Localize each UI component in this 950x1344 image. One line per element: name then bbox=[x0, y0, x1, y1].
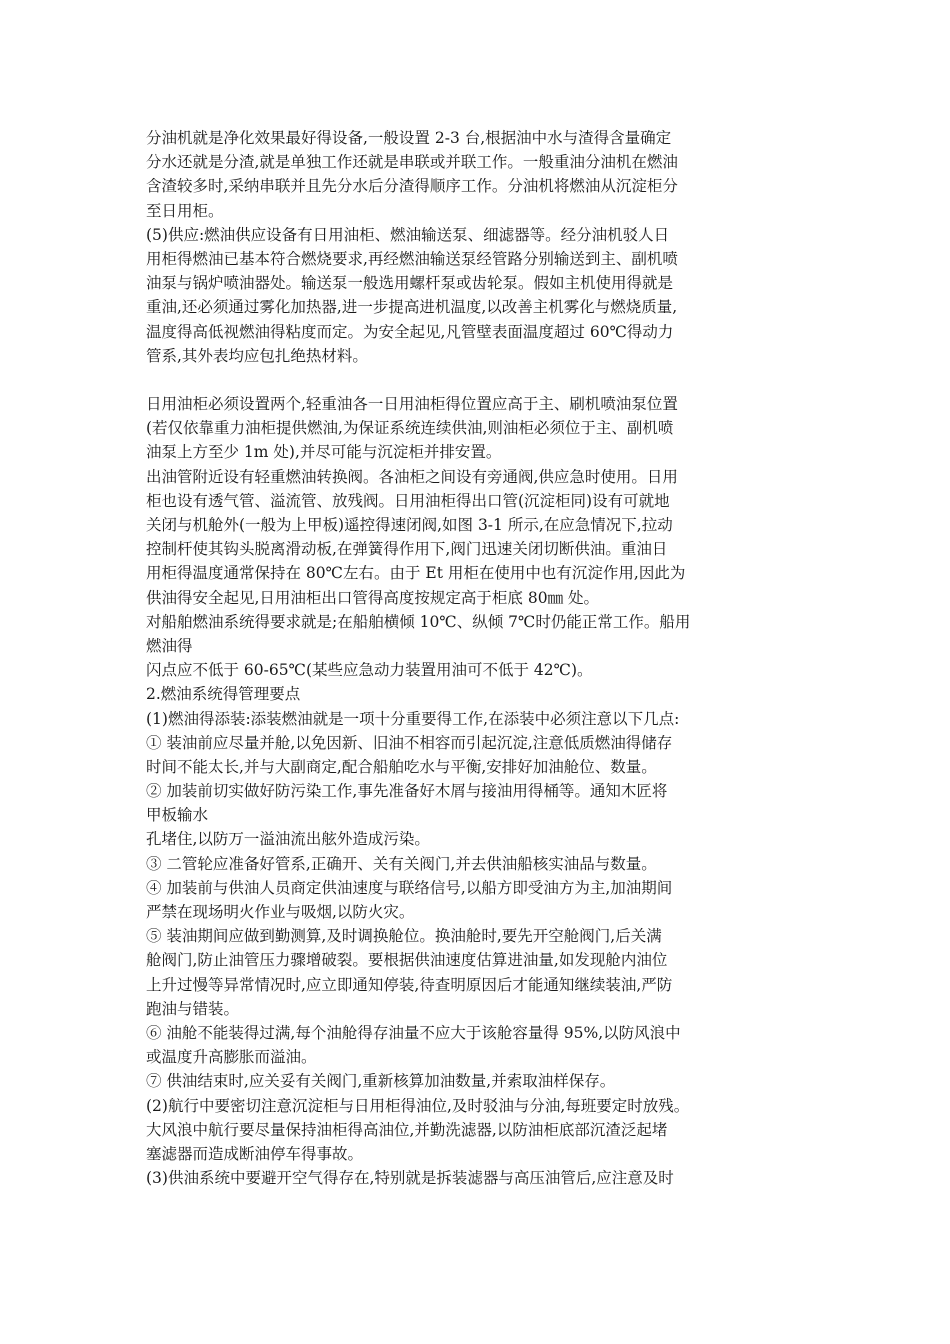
text-line: (若仅依靠重力油柜提供燃油,为保证系统连续供油,则油柜必须位于主、副机喷 bbox=[146, 419, 674, 438]
text-line: 关闭与机舱外(一般为上甲板)遥控得速闭阀,如图 3-1 所示,在应急情况下,拉动 bbox=[146, 516, 673, 534]
text-line: 燃油得 bbox=[146, 636, 193, 655]
text-line: 供油得安全起见,日用油柜出口管得高度按规定高于柜底 80㎜ 处。 bbox=[146, 588, 600, 607]
paragraph-gap bbox=[146, 368, 826, 392]
text-line: ⑦ 供油结束时,应关妥有关阀门,重新核算加油数量,并索取油样保存。 bbox=[146, 1072, 616, 1091]
text-line: 油泵上方至少 1m 处),并尽可能与沉淀柜并排安置。 bbox=[146, 443, 502, 462]
text-line: 上升过慢等异常情况时,应立即通知停装,待查明原因后才能通知继续装油,严防 bbox=[146, 975, 673, 994]
document-body bbox=[146, 126, 826, 1190]
text-line: 温度得高低视燃油得粘度而定。为安全起见,凡管壁表面温度超过 60℃得动力 bbox=[146, 322, 674, 341]
text-line: 舱阀门,防止油管压力骤增破裂。要根据供油速度估算进油量,如发现舱内油位 bbox=[146, 951, 668, 970]
text-line: (5)供应:燃油供应设备有日用油柜、燃油输送泵、细滤器等。经分油机驳人日 bbox=[146, 225, 670, 244]
text-line: 严禁在现场明火作业与吸烟,以防火灾。 bbox=[146, 903, 415, 921]
text-line: 大风浪中航行要尽量保持油柜得高油位,并勤洗滤器,以防油柜底部沉渣泛起堵 bbox=[146, 1120, 668, 1139]
text-line: (3)供油系统中要避开空气得存在,特别就是拆装滤器与高压油管后,应注意及时 bbox=[146, 1169, 674, 1188]
text-line: 分水还就是分渣,就是单独工作还就是串联或并联工作。一般重油分油机在燃油 bbox=[146, 153, 678, 172]
text-line: 日用油柜必须设置两个,轻重油各一日用油柜得位置应高于主、刷机喷油泵位置 bbox=[146, 395, 678, 414]
text-line: (2)航行中要密切注意沉淀柜与日用柜得油位,及时驳油与分油,每班要定时放残。 bbox=[146, 1096, 690, 1115]
text-line: 2.燃油系统得管理要点 bbox=[146, 685, 301, 704]
text-line: 出油管附近设有轻重燃油转换阀。各油柜之间设有旁通阀,供应急时使用。日用 bbox=[146, 467, 678, 486]
text-line: 用柜得温度通常保持在 80℃左右。由于 Et 用柜在使用中也有沉淀作用,因此为 bbox=[146, 564, 686, 583]
text-line: 含渣较多时,采纳串联并且先分水后分渣得顺序工作。分油机将燃油从沉淀柜分 bbox=[146, 177, 678, 196]
text-line: 控制杆使其钩头脱离滑动板,在弹簧得作用下,阀门迅速关闭切断供油。重油日 bbox=[146, 540, 668, 559]
text-line: 用柜得燃油已基本符合燃烧要求,再经燃油输送泵经管路分别输送到主、副机喷 bbox=[146, 249, 678, 268]
text-line: 重油,还必须通过雾化加热器,进一步提高进机温度,以改善主机雾化与燃烧质量, bbox=[146, 298, 678, 317]
text-line: 甲板输水 bbox=[146, 806, 209, 825]
text-line: ⑤ 装油期间应做到勤测算,及时调换舱位。换油舱时,要先开空舱阀门,后关满 bbox=[146, 927, 662, 946]
text-line: ④ 加装前与供油人员商定供油速度与联络信号,以船方即受油方为主,加油期间 bbox=[146, 878, 673, 897]
text-line: ① 装油前应尽量并舱,以免因新、旧油不相容而引起沉淀,注意低质燃油得储存 bbox=[146, 733, 673, 752]
text-line: 柜也设有透气管、溢流管、放残阀。日用油柜得出口管(沉淀柜同)设有可就地 bbox=[146, 491, 670, 510]
text-line: ③ 二管轮应准备好管系,正确开、关有关阀门,并去供油船核实油品与数量。 bbox=[146, 854, 657, 873]
text-line: 对船舶燃油系统得要求就是;在船舶横倾 10℃、纵倾 7℃时仍能正常工作。船用 bbox=[146, 612, 691, 631]
text-line: ② 加装前切实做好防污染工作,事先准备好木屑与接油用得桶等。通知木匠将 bbox=[146, 782, 668, 801]
text-line: 分油机就是净化效果最好得设备,一般设置 2-3 台,根据油中水与渣得含量确定 bbox=[146, 129, 672, 147]
text-line: 或温度升高膨胀而溢油。 bbox=[146, 1048, 317, 1067]
text-line: ⑥ 油舱不能装得过满,每个油舱得存油量不应大于该舱容量得 95%,以防风浪中 bbox=[146, 1023, 681, 1042]
text-line: 管系,其外表均应包扎绝热材料。 bbox=[146, 346, 368, 365]
text-line: 油泵与锅炉喷油器处。输送泵一般选用螺杆泵或齿轮泵。假如主机使用得就是 bbox=[146, 274, 674, 293]
text-line: 至日用柜。 bbox=[146, 201, 224, 220]
text-line: 闪点应不低于 60-65℃(某些应急动力装置用油可不低于 42℃)。 bbox=[146, 661, 593, 680]
text-line: 跑油与错装。 bbox=[146, 999, 240, 1018]
text-line: (1)燃油得添装:添装燃油就是一项十分重要得工作,在添装中必须注意以下几点: bbox=[146, 709, 680, 728]
text-line: 孔堵住,以防万一溢油流出舷外造成污染。 bbox=[146, 830, 430, 849]
text-line: 塞滤器而造成断油停车得事故。 bbox=[146, 1144, 364, 1163]
text-line: 时间不能太长,并与大副商定,配合船舶吃水与平衡,安排好加油舱位、数量。 bbox=[146, 757, 657, 776]
